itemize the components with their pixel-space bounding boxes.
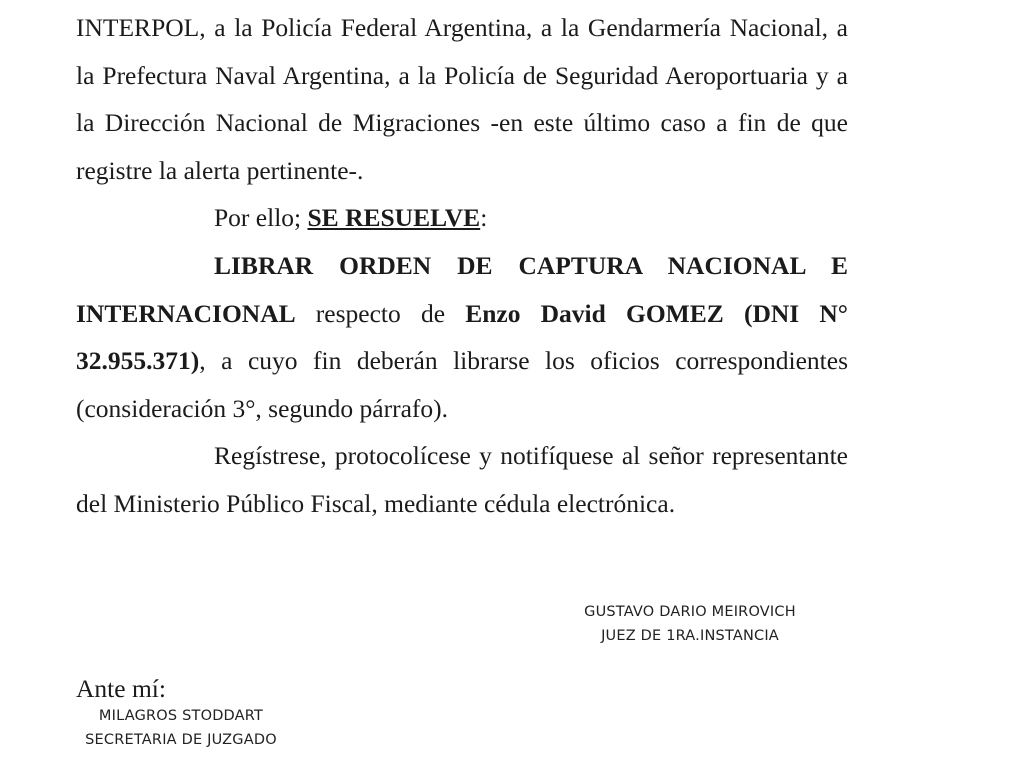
person-identification: Enzo David GOMEZ (DNI N° 32.955.371): [76, 298, 848, 376]
secretary-name: MILAGROS STODDART: [98, 708, 264, 724]
registrese-text: Regístrese, protocolícese y notifíquese al señor representante del Ministerio Público Fiscal, mediante cédula electrónica.: [76, 441, 848, 518]
respecto-text: respecto de: [295, 298, 466, 328]
capture-order-text: LIBRAR ORDEN DE CAPTURA NACIONAL E INTERNACIONAL: [76, 250, 848, 328]
se-resuelve-heading: SE RESUELVE: [307, 203, 481, 233]
judge-signature-block: [560, 600, 820, 648]
paragraph-registrese: [76, 432, 848, 527]
secretary-signature-block: [76, 704, 286, 752]
paragraph-por-ello: [76, 194, 848, 242]
paragraph-agencies: [76, 4, 848, 194]
paragraph-agencies-text: INTERPOL, a la Policía Federal Argentina, a la Gendarmería Nacional, a la Prefectura Naval Argentina, a la Policía de Seguridad Aeroportuaria y a la Dirección Nacional de Migraciones -en este último caso a fin de que registre la alerta pertinente-.: [76, 13, 848, 185]
judge-title: JUEZ DE 1RA.INSTANCIA: [601, 628, 779, 644]
resolution-body: [76, 4, 848, 528]
por-ello-colon: :: [480, 203, 488, 233]
judge-name: GUSTAVO DARIO MEIROVICH: [584, 604, 796, 620]
order-tail-text: , a cuyo fin deberán librarse los oficios correspondientes (consideración 3°, segundo párrafo).: [76, 346, 848, 423]
paragraph-order: [76, 242, 848, 432]
ante-mi-label: Ante mí:: [76, 674, 166, 703]
por-ello-text: Por ello;: [214, 203, 308, 233]
secretary-title: SECRETARIA DE JUZGADO: [85, 732, 277, 748]
